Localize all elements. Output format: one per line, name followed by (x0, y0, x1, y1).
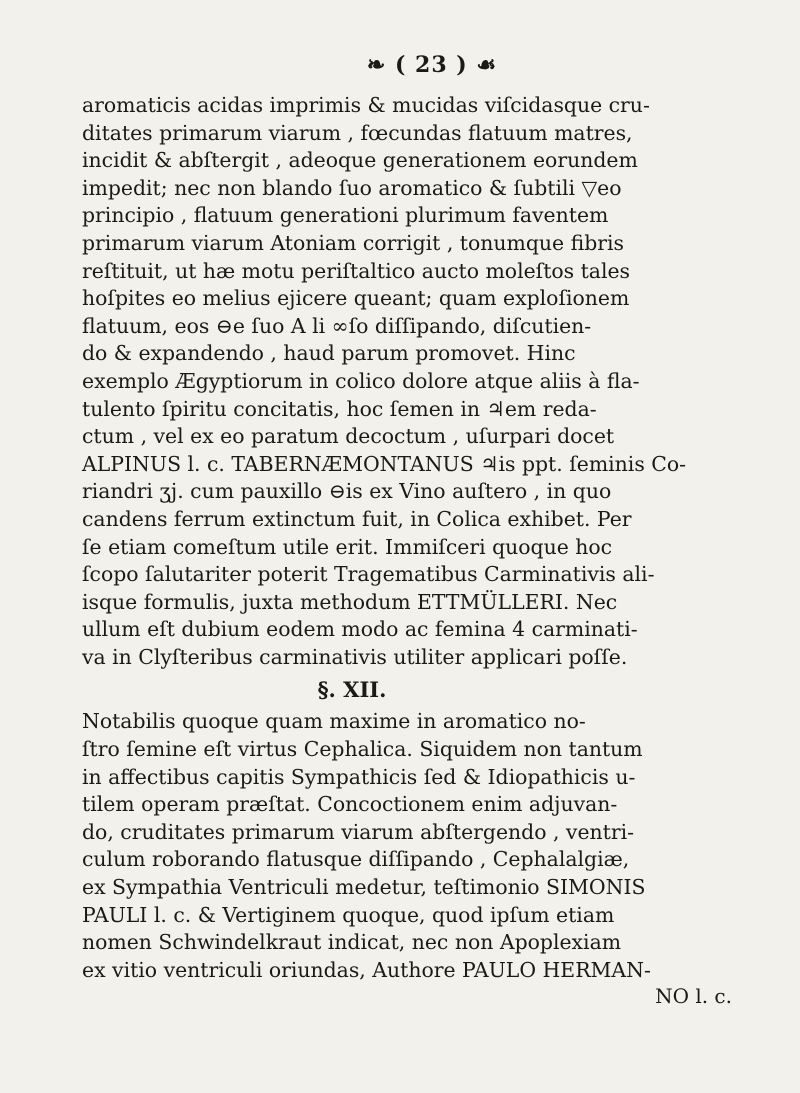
text-line: do & expandendo , haud parum promovet. Hinc (82, 341, 576, 366)
text-line: ALPINUS l. c. TABERNÆMONTANUS ♃is ppt. ſeminis Co- (82, 451, 687, 476)
text-line: do, cruditates primarum viarum abſtergendo , ventri- (82, 819, 634, 844)
text-line: ſtro ſemine eſt virtus Cephalica. Siquidem non tantum (82, 737, 643, 762)
text-line: ditates primarum viarum , fœcundas flatuum matres, (82, 120, 633, 145)
text-line: culum roborando flatusque diſſipando , Cephalalgiæ, (82, 847, 630, 872)
section-heading: §. XII. (317, 677, 387, 703)
catchword: NO l. c. (655, 984, 732, 1009)
text-line: ex Sympathia Ventriculi medetur, teſtimonio SIMONIS (82, 875, 646, 900)
text-line: ctum , vel ex eo paratum decoctum , uſurpari docet (82, 424, 615, 449)
paragraph-2 (82, 708, 742, 984)
text-line: riandri ʒj. cum pauxillo ⊖is ex Vino auſtero , in quo (82, 479, 612, 504)
text-line: PAULI l. c. & Vertiginem quoque, quod ipſum etiam (82, 902, 615, 927)
text-line: hoſpites eo melius ejicere queant; quam exploſionem (82, 286, 630, 311)
text-line: isque formulis, juxta methodum ETTMÜLLERI. Nec (82, 589, 618, 614)
text-line: aromaticis acidas imprimis & mucidas viſcidasque cru- (82, 93, 650, 117)
text-line: in affectibus capitis Sympathicis ſed & Idiopathicis u- (82, 764, 636, 789)
text-line: ex vitio ventriculi oriundas, Authore PAULO HERMAN- (82, 957, 651, 982)
text-line: va in Clyſteribus carminativis utiliter applicari poſſe. (82, 644, 628, 669)
text-line: primarum viarum Atoniam corrigit , tonumque fibris (82, 230, 624, 255)
text-line: reſtituit, ut hæ motu periſtaltico aucto moleſtos tales (82, 258, 631, 283)
text-line: impedit; nec non blando ſuo aromatico & ſubtili ▽eo (82, 175, 622, 200)
paragraph-1 (82, 92, 742, 671)
text-line: flatuum, eos ⊖e ſuo A li ∞ſo diſſipando, diſcutien- (82, 313, 592, 338)
page-number-header: ❧ ( 23 ) ☙ (366, 52, 498, 78)
text-line: principio , flatuum generationi plurimum faventem (82, 203, 609, 228)
text-line: nomen Schwindelkraut indicat, nec non Apoplexiam (82, 930, 622, 955)
text-line: candens ferrum extinctum fuit, in Colica exhibet. Per (82, 506, 632, 531)
text-line: Notabilis quoque quam maxime in aromatico no- (82, 709, 586, 734)
text-line: incidit & abſtergit , adeoque generationem eorundem (82, 148, 638, 173)
text-line: ullum eſt dubium eodem modo ac femina 4 carminati- (82, 617, 638, 642)
text-line: ſe etiam comeſtum utile erit. Immiſceri quoque hoc (82, 534, 613, 559)
text-line: ſcopo ſalutariter poterit Tragematibus Carminativis ali- (82, 562, 655, 587)
text-line: tilem operam præſtat. Concoctionem enim adjuvan- (82, 792, 618, 817)
text-line: exemplo Ægyptiorum in colico dolore atque aliis à fla- (82, 368, 640, 393)
text-line: tulento ſpiritu concitatis, hoc ſemen in ♃em reda- (82, 396, 597, 421)
